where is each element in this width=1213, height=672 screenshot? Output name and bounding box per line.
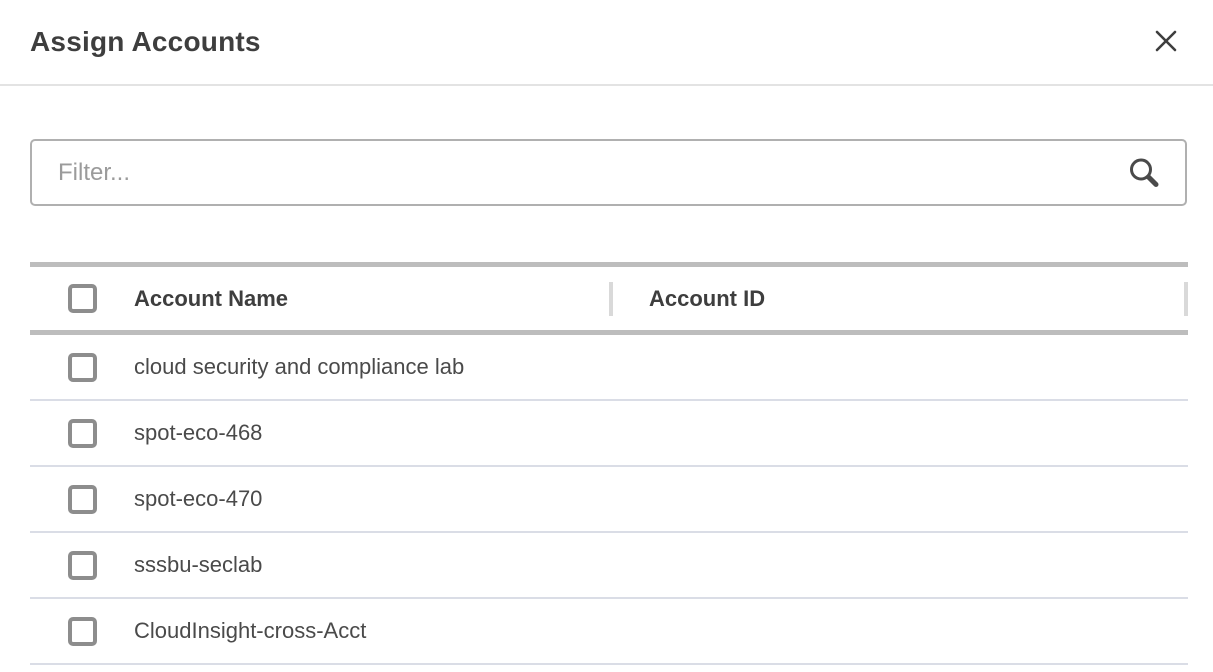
- column-divider: [1184, 282, 1188, 316]
- select-all-checkbox[interactable]: [68, 284, 97, 313]
- table-row: [30, 533, 1188, 599]
- row-checkbox[interactable]: [68, 551, 97, 580]
- column-divider: [609, 350, 613, 384]
- close-icon: [1153, 28, 1179, 57]
- row-checkbox[interactable]: [68, 353, 97, 382]
- search-icon[interactable]: [1127, 156, 1161, 190]
- column-divider: [609, 614, 613, 648]
- account-name-cell: spot-eco-470: [134, 486, 263, 511]
- table-body: [30, 335, 1188, 665]
- account-name-cell: sssbu-seclab: [134, 552, 263, 577]
- column-header-account-id: Account ID: [649, 285, 766, 311]
- row-checkbox[interactable]: [68, 617, 97, 646]
- column-divider: [609, 416, 613, 450]
- table-row: [30, 335, 1188, 401]
- account-name-cell: spot-eco-468: [134, 420, 263, 445]
- modal-header: [0, 0, 1213, 86]
- table-row: [30, 401, 1188, 467]
- accounts-table: [30, 262, 1188, 665]
- account-name-cell: CloudInsight-cross-Acct: [134, 618, 367, 643]
- close-button[interactable]: [1149, 25, 1183, 59]
- row-checkbox-cell: [30, 485, 134, 514]
- table-header-row: [30, 267, 1188, 335]
- account-name-cell: cloud security and compliance lab: [134, 354, 465, 379]
- row-checkbox[interactable]: [68, 485, 97, 514]
- column-divider: [609, 482, 613, 516]
- column-header-account-name: Account Name: [134, 285, 289, 311]
- filter-input[interactable]: [30, 139, 1187, 206]
- table-row: [30, 599, 1188, 665]
- row-checkbox[interactable]: [68, 419, 97, 448]
- table-row: [30, 467, 1188, 533]
- row-checkbox-cell: [30, 551, 134, 580]
- filter-bar: [30, 139, 1187, 206]
- column-divider: [609, 548, 613, 582]
- row-checkbox-cell: [30, 617, 134, 646]
- select-all-cell: [30, 284, 134, 313]
- modal-title: Assign Accounts: [30, 26, 261, 57]
- row-checkbox-cell: [30, 353, 134, 382]
- row-checkbox-cell: [30, 419, 134, 448]
